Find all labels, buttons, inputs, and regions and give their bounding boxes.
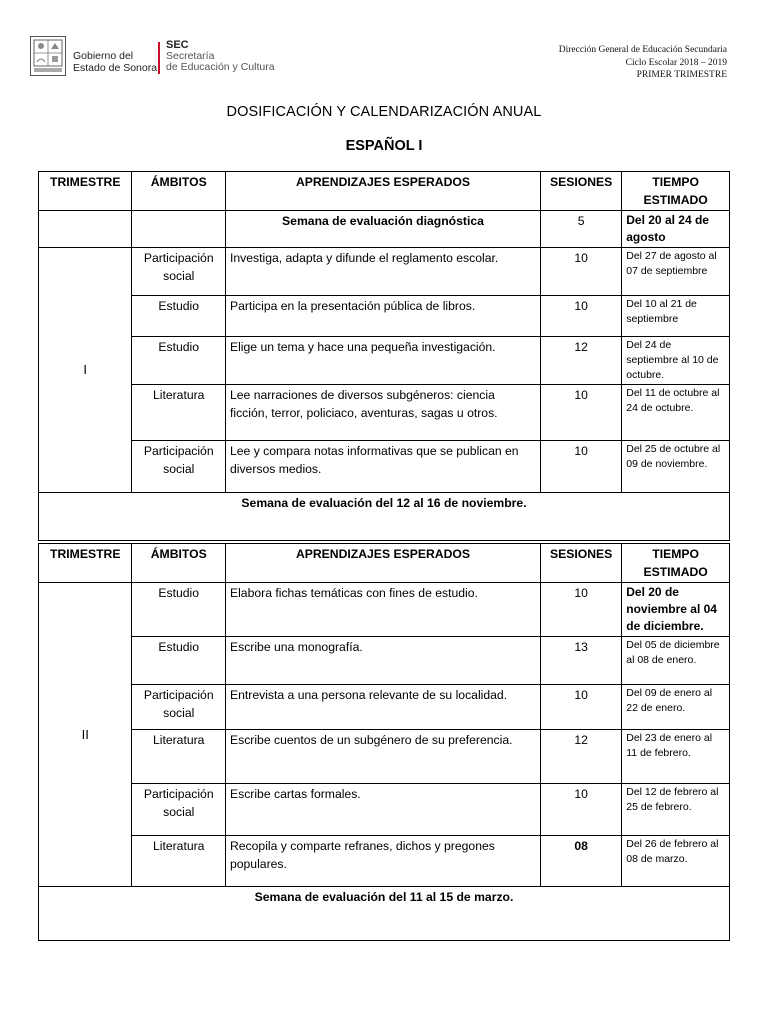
diagnostica-tiempo: Del 20 al 24 de agosto xyxy=(622,211,730,248)
tiempo-cell: Del 24 de septiembre al 10 de octubre. xyxy=(622,337,730,385)
ciclo-escolar: Ciclo Escolar 2018 – 2019 xyxy=(625,57,727,68)
col-sesiones: SESIONES xyxy=(540,172,621,211)
col-aprendizajes: APRENDIZAJES ESPERADOS xyxy=(225,544,540,583)
ambito-cell: Literatura xyxy=(132,385,225,441)
sec-line2: de Educación y Cultura xyxy=(166,61,275,73)
tiempo-cell: Del 09 de enero al 22 de enero. xyxy=(622,685,730,730)
col-tiempo xyxy=(622,172,730,211)
sesiones-cell: 13 xyxy=(540,637,621,685)
table-row xyxy=(39,836,730,887)
header-trimestre: PRIMER TRIMESTRE xyxy=(636,70,727,80)
ambito-cell: Literatura xyxy=(132,836,225,887)
table-row xyxy=(39,583,730,637)
sesiones-cell: 12 xyxy=(540,337,621,385)
tiempo-cell: Del 23 de enero al 11 de febrero. xyxy=(622,730,730,784)
col-tiempo xyxy=(622,544,730,583)
aprendizaje-cell: Escribe una monografía. xyxy=(225,637,540,685)
ambito-cell: Literatura xyxy=(132,730,225,784)
evaluation-note: Semana de evaluación del 12 al 16 de noviembre. xyxy=(39,493,730,541)
table-row xyxy=(39,385,730,441)
table-row xyxy=(39,337,730,385)
gobierno-sonora-wordmark xyxy=(73,50,157,74)
diagnostica-sesiones: 5 xyxy=(540,211,621,248)
page-header xyxy=(0,0,768,100)
aprendizaje-cell: Recopila y comparte refranes, dichos y pregones populares. xyxy=(225,836,540,887)
empty-cell xyxy=(132,211,225,248)
sec-abbr: SEC xyxy=(166,39,189,51)
sesiones-cell: 12 xyxy=(540,730,621,784)
tiempo-cell: Del 26 de febrero al 08 de marzo. xyxy=(622,836,730,887)
tiempo-cell: Del 10 al 21 de septiembre xyxy=(622,296,730,337)
evaluation-note: Semana de evaluación del 11 al 15 de marzo. xyxy=(39,887,730,941)
planning-table-trimestre-2 xyxy=(38,543,730,941)
gobierno-line2: Estado de Sonora xyxy=(73,62,158,74)
aprendizaje-cell: Participa en la presentación pública de libros. xyxy=(225,296,540,337)
table-row xyxy=(39,784,730,836)
col-tiempo-line2: ESTIMADO xyxy=(643,193,708,207)
col-tiempo-line2: ESTIMADO xyxy=(643,565,708,579)
document-title: DOSIFICACIÓN Y CALENDARIZACIÓN ANUAL xyxy=(226,104,542,120)
aprendizaje-cell: Investiga, adapta y difunde el reglamento escolar. xyxy=(225,248,540,296)
ambito-cell: Estudio xyxy=(132,637,225,685)
ambito-cell: Participación social xyxy=(132,784,225,836)
aprendizaje-cell: Elige un tema y hace una pequeña investigación. xyxy=(225,337,540,385)
sec-line1: Secretaría xyxy=(166,50,215,62)
table-row xyxy=(39,637,730,685)
ambito-cell: Estudio xyxy=(132,337,225,385)
sesiones-cell: 10 xyxy=(540,385,621,441)
table-row xyxy=(39,441,730,493)
aprendizaje-cell: Lee narraciones de diversos subgéneros: ciencia ficción, terror, policiaco, aventuras, sagas u otros. xyxy=(225,385,540,441)
aprendizaje-cell: Entrevista a una persona relevante de su localidad. xyxy=(225,685,540,730)
sesiones-cell: 10 xyxy=(540,583,621,637)
table-row xyxy=(39,685,730,730)
tiempo-cell: Del 27 de agosto al 07 de septiembre xyxy=(622,248,730,296)
aprendizaje-cell: Escribe cuentos de un subgénero de su preferencia. xyxy=(225,730,540,784)
table-header-row xyxy=(39,544,730,583)
ambito-cell: Estudio xyxy=(132,296,225,337)
ambito-cell: Participación social xyxy=(132,685,225,730)
col-aprendizajes: APRENDIZAJES ESPERADOS xyxy=(225,172,540,211)
table-row xyxy=(39,248,730,296)
diagnostica-label: Semana de evaluación diagnóstica xyxy=(225,211,540,248)
sonora-seal-logo xyxy=(30,36,66,76)
tiempo-cell: Del 20 de noviembre al 04 de diciembre. xyxy=(622,583,730,637)
aprendizaje-cell: Lee y compara notas informativas que se publican en diversos medios. xyxy=(225,441,540,493)
col-trimestre: TRIMESTRE xyxy=(39,172,132,211)
trimestre-label: II xyxy=(39,583,132,887)
col-trimestre: TRIMESTRE xyxy=(39,544,132,583)
col-tiempo-line1: TIEMPO xyxy=(652,175,699,189)
sesiones-cell: 10 xyxy=(540,784,621,836)
sec-wordmark xyxy=(166,40,275,73)
evaluation-row xyxy=(39,887,730,941)
planning-table-trimestre-1 xyxy=(38,171,730,541)
trimestre-label: I xyxy=(39,248,132,493)
table-header-row xyxy=(39,172,730,211)
sesiones-cell: 10 xyxy=(540,441,621,493)
col-ambitos: ÁMBITOS xyxy=(132,172,225,211)
subject-title: ESPAÑOL I xyxy=(345,138,423,154)
col-sesiones: SESIONES xyxy=(540,544,621,583)
table-row xyxy=(39,730,730,784)
empty-cell xyxy=(39,211,132,248)
ambito-cell: Participación social xyxy=(132,248,225,296)
aprendizaje-cell: Elabora fichas temáticas con fines de estudio. xyxy=(225,583,540,637)
header-info xyxy=(559,44,727,82)
ambito-cell: Estudio xyxy=(132,583,225,637)
sesiones-cell: 10 xyxy=(540,296,621,337)
logo-divider xyxy=(158,42,160,74)
aprendizaje-cell: Escribe cartas formales. xyxy=(225,784,540,836)
col-ambitos: ÁMBITOS xyxy=(132,544,225,583)
tiempo-cell: Del 11 de octubre al 24 de octubre. xyxy=(622,385,730,441)
evaluation-row xyxy=(39,493,730,541)
tiempo-cell: Del 05 de diciembre al 08 de enero. xyxy=(622,637,730,685)
table-row xyxy=(39,296,730,337)
sesiones-cell: 08 xyxy=(540,836,621,887)
sesiones-cell: 10 xyxy=(540,248,621,296)
gobierno-line1: Gobierno del xyxy=(73,50,134,62)
col-tiempo-line1: TIEMPO xyxy=(652,547,699,561)
table-row xyxy=(39,211,730,248)
sesiones-cell: 10 xyxy=(540,685,621,730)
tiempo-cell: Del 25 de octubre al 09 de noviembre. xyxy=(622,441,730,493)
direccion-general: Dirección General de Educación Secundaria xyxy=(558,45,727,55)
ambito-cell: Participación social xyxy=(132,441,225,493)
tiempo-cell: Del 12 de febrero al 25 de febrero. xyxy=(622,784,730,836)
